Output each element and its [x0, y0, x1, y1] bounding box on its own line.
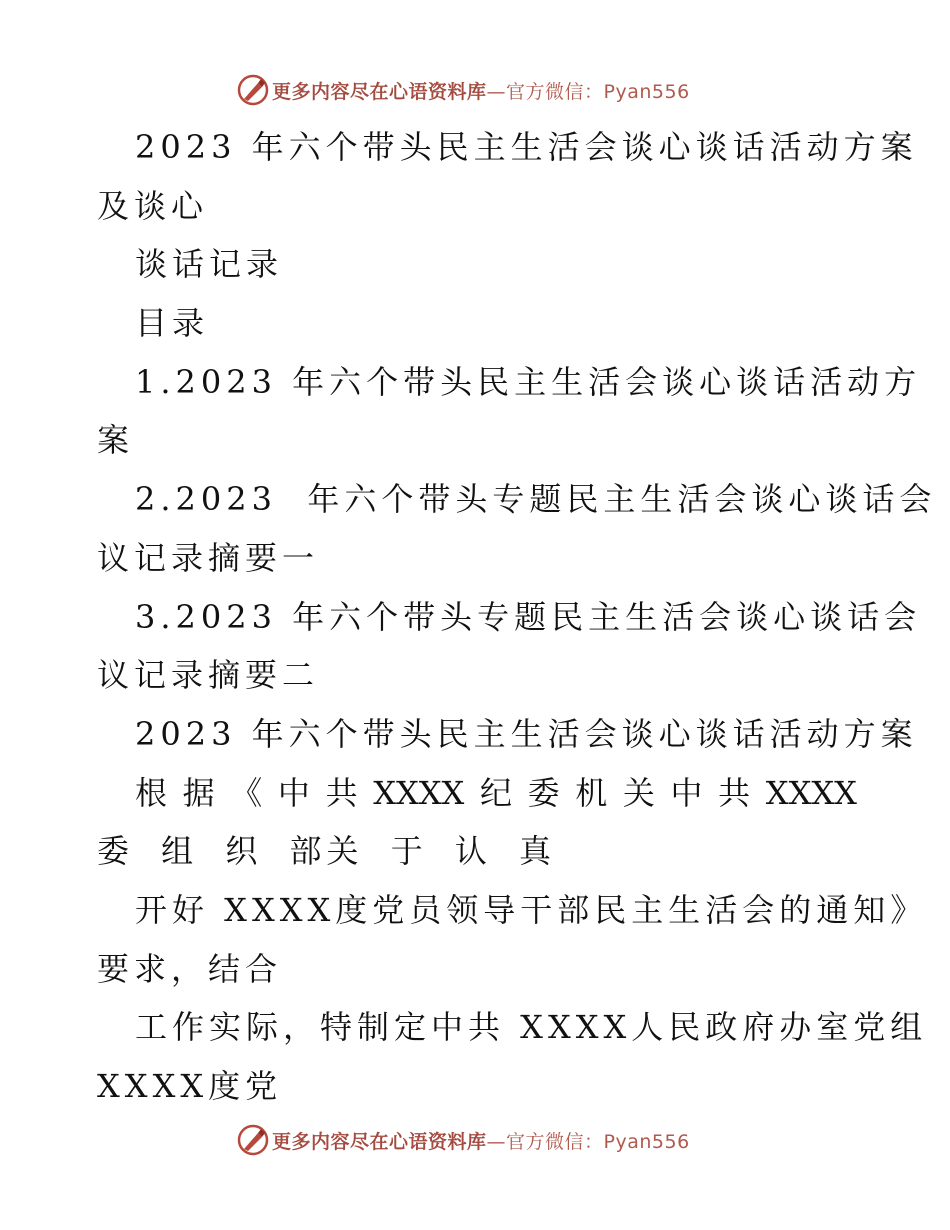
body-token: 《	[230, 773, 263, 812]
footer-banner	[236, 1122, 690, 1158]
body-token: 中	[277, 773, 310, 812]
header-separator: —	[486, 80, 507, 103]
body-line-1	[97, 764, 857, 823]
body-token: XXXX	[373, 773, 465, 812]
toc-item-1-line-2: 案	[97, 421, 135, 460]
header-brand: 更多内容尽在心语资料库	[272, 80, 487, 103]
header-official: 官方微信：Pyan556	[506, 80, 690, 103]
pen-logo-icon	[236, 73, 270, 107]
footer-brand: 更多内容尽在心语资料库	[272, 1130, 487, 1153]
footer-banner-text	[272, 1127, 690, 1154]
body-token: 共	[325, 773, 358, 812]
body-token: 机	[575, 773, 608, 812]
body-line-5: 工作实际，特制定中共 XXXX人民政府办室党组	[135, 1008, 928, 1047]
header-banner-text	[272, 77, 690, 104]
toc-item-3-line-1: 3.2023 年六个带头专题民主生活会谈心谈话会	[135, 597, 922, 636]
body-token: 中	[670, 773, 703, 812]
pen-logo-icon	[236, 1123, 270, 1157]
toc-item-2-line-2: 议记录摘要一	[97, 538, 320, 577]
body-token: XXXX	[765, 773, 857, 812]
body-line-4: 要求，结合	[97, 949, 283, 988]
body-token: 委	[527, 773, 560, 812]
body-token: 共	[718, 773, 751, 812]
body-line-3: 开好 XXXX度党员领导干部民主生活会的通知》	[135, 890, 928, 929]
body-token: 纪	[479, 773, 512, 812]
toc-item-1-line-1: 1.2023 年六个带头民主生活会谈心谈话活动方	[135, 362, 922, 401]
footer-official: 官方微信：Pyan556	[506, 1130, 690, 1153]
toc-item-2-line-1: 2.2023 年六个带头专题民主生活会谈心谈话会	[135, 480, 937, 519]
footer-separator: —	[486, 1130, 507, 1153]
body-line-6: XXXX度党	[97, 1067, 283, 1105]
body-line-2: 委 组 织 部关 于 认 真	[97, 832, 557, 871]
doc-title-line-1: 2023 年六个带头民主生活会谈心谈话活动方案	[135, 128, 918, 166]
doc-title-line-3: 谈话记录	[135, 245, 284, 284]
body-token: 据	[182, 773, 215, 812]
document-body	[97, 118, 937, 1116]
body-token: 根	[135, 773, 168, 812]
doc-title-line-2: 及谈心	[97, 186, 209, 225]
section-title: 2023 年六个带头民主生活会谈心谈话活动方案	[135, 714, 918, 753]
toc-heading: 目录	[135, 304, 210, 343]
body-token: 关	[622, 773, 655, 812]
header-banner	[236, 72, 690, 108]
toc-item-3-line-2: 议记录摘要二	[97, 656, 320, 695]
